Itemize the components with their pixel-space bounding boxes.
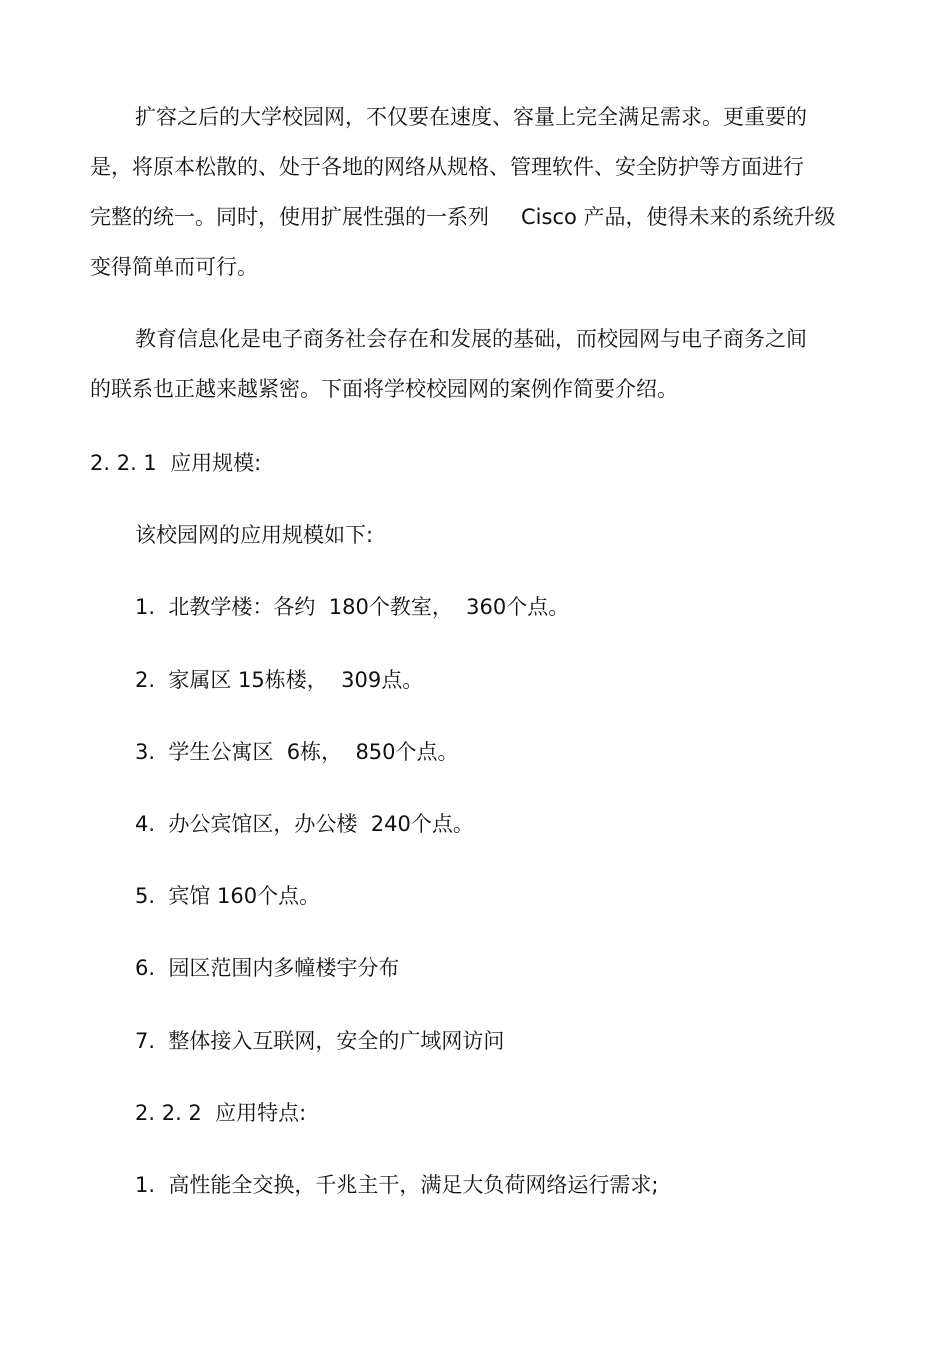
- list-item: 1. 北教学楼：各约 180个教室， 360个点。: [135, 595, 570, 619]
- list-item: 6. 园区范围内多幢楼宇分布: [135, 956, 400, 980]
- paragraph-2-line-1: 教育信息化是电子商务社会存在和发展的基础，而校园网与电子商务之间: [135, 327, 807, 351]
- paragraph-2-line-2: 的联系也正越来越紧密。下面将学校校园网的案例作简要介绍。: [90, 377, 678, 401]
- list-item: 3. 学生公寓区 6栋， 850个点。: [135, 740, 459, 764]
- list-item: 1. 高性能全交换，千兆主干，满足大负荷网络运行需求;: [135, 1173, 659, 1197]
- list-item: 2. 家属区 15栋楼， 309点。: [135, 668, 424, 692]
- section-heading-2-2-1: 2. 2. 1 应用规模:: [90, 451, 262, 475]
- paragraph-1-line-1: 扩容之后的大学校园网，不仅要在速度、容量上完全满足需求。更重要的: [135, 105, 807, 129]
- list-item: 7. 整体接入互联网，安全的广域网访问: [135, 1029, 505, 1053]
- paragraph-1-line-2: 是，将原本松散的、处于各地的网络从规格、管理软件、安全防护等方面进行: [90, 155, 804, 179]
- section-heading-2-2-2: 2. 2. 2 应用特点:: [135, 1101, 307, 1125]
- paragraph-1-line-3b: Cisco 产品，使得未来的系统升级: [521, 205, 836, 229]
- section-intro: 该校园网的应用规模如下:: [135, 523, 374, 547]
- paragraph-1-line-4: 变得简单而可行。: [90, 255, 258, 279]
- list-item: 5. 宾馆 160个点。: [135, 884, 321, 908]
- list-item: 4. 办公宾馆区，办公楼 240个点。: [135, 812, 474, 836]
- paragraph-1-line-3a: 完整的统一。同时，使用扩展性强的一系列: [90, 205, 489, 229]
